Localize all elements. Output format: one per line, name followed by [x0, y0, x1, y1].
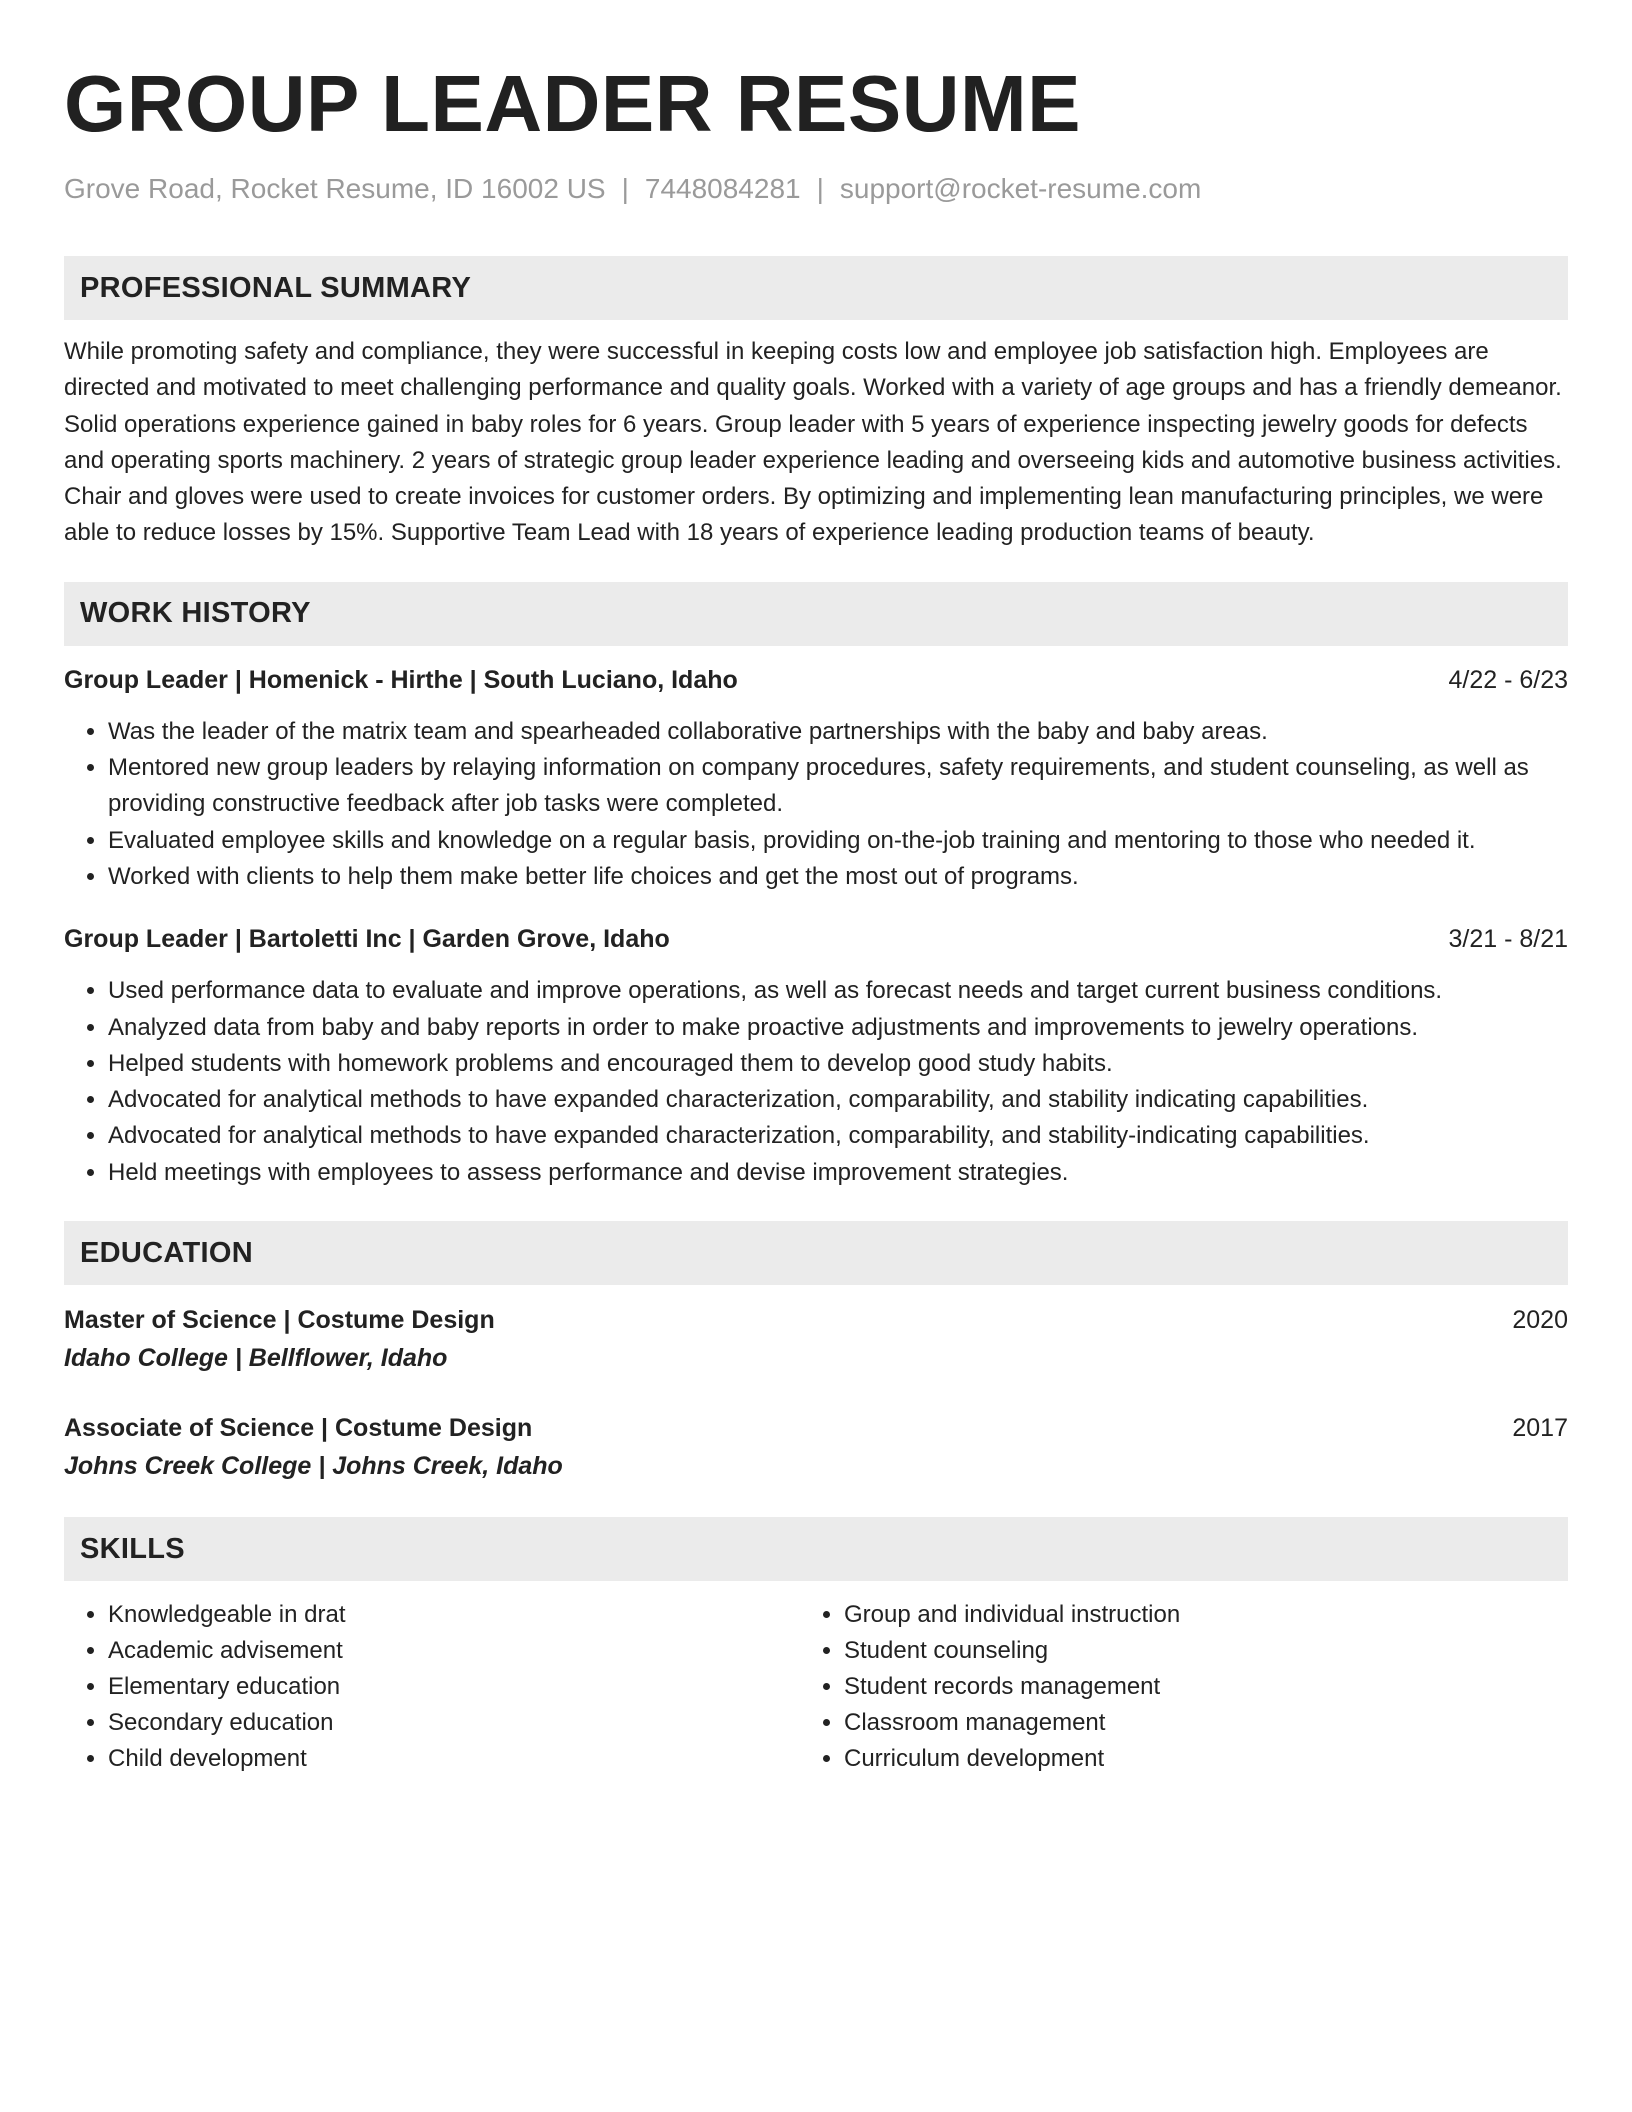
skill-item: • Group and individual instruction [844, 1597, 1568, 1633]
job-dates: 3/21 - 8/21 [1448, 925, 1568, 954]
skill-item: • Elementary education [108, 1669, 800, 1705]
education-entry [64, 1301, 1568, 1377]
contact-separator: | [621, 173, 629, 204]
skill-item: • Classroom management [844, 1705, 1568, 1741]
skill-item: • Student counseling [844, 1633, 1568, 1669]
contact-line [64, 172, 1568, 206]
job-bullets [64, 714, 1568, 895]
job-bullet: • Was the leader of the matrix team and spearheaded collaborative partnerships with the baby and baby areas. [108, 714, 1568, 750]
skill-item: • Knowledgeable in drat [108, 1597, 800, 1633]
skill-item: • Academic advisement [108, 1633, 800, 1669]
job-bullet: • Held meetings with employees to assess performance and devise improvement strategies. [108, 1155, 1568, 1191]
section-header-work-history: WORK HISTORY [64, 582, 1568, 646]
contact-separator: | [816, 173, 824, 204]
education-school: Idaho College | Bellflower, Idaho [64, 1344, 448, 1373]
skills-list-right [800, 1597, 1568, 1777]
job-entry [64, 662, 1568, 895]
job-title: Group Leader | Bartoletti Inc | Garden Grove, Idaho [64, 925, 670, 954]
section-header-education: EDUCATION [64, 1221, 1568, 1285]
job-dates: 4/22 - 6/23 [1448, 665, 1568, 694]
section-header-summary: PROFESSIONAL SUMMARY [64, 256, 1568, 320]
contact-phone: 7448084281 [644, 173, 801, 204]
contact-address: Grove Road, Rocket Resume, ID 16002 US [64, 173, 606, 204]
summary-text: While promoting safety and compliance, they were successful in keeping costs low and employee job satisfaction high. Employees are directed and motivated to meet challenging performance and quality goals. Worked with a variety of age groups and has a friendly demeanor. Solid operations experience gained in baby roles for 6 years. Group leader with 5 years of experience inspecting jewelry goods for defects and operating sports machinery. 2 years of strategic group leader experience leading and overseeing kids and automotive business activities. Chair and gloves were used to create invoices for customer orders. By optimizing and implementing lean manufacturing principles, we were able to reduce losses by 15%. Supportive Team Lead with 18 years of experience leading production teams of beauty. [64, 338, 1562, 547]
education-header [64, 1409, 1568, 1447]
education-year: 2020 [1512, 1306, 1568, 1335]
job-bullet: • Evaluated employee skills and knowledge on a regular basis, providing on-the-job training and mentoring to those who needed it. [108, 823, 1568, 859]
job-bullet: • Mentored new group leaders by relaying information on company procedures, safety requirements, and student counseling, as well as providing constructive feedback after job tasks were completed. [108, 750, 1568, 823]
job-bullet: • Analyzed data from baby and baby reports in order to make proactive adjustments and improvements to jewelry operations. [108, 1010, 1568, 1046]
resume-title: GROUP LEADER RESUME [64, 59, 1082, 148]
job-bullet: • Used performance data to evaluate and improve operations, as well as forecast needs and target current business conditions. [108, 973, 1568, 1009]
job-bullet: • Advocated for analytical methods to have expanded characterization, comparability, and stability-indicating capabilities. [108, 1118, 1568, 1154]
job-bullet: • Helped students with homework problems and encouraged them to develop good study habits. [108, 1046, 1568, 1082]
skills-list-left [64, 1597, 800, 1777]
education-degree: Associate of Science | Costume Design [64, 1414, 533, 1443]
job-entry [64, 921, 1568, 1191]
job-bullet: • Worked with clients to help them make better life choices and get the most out of programs. [108, 859, 1568, 895]
job-header [64, 921, 1568, 957]
job-bullets [64, 973, 1568, 1191]
education-school: Johns Creek College | Johns Creek, Idaho [64, 1452, 563, 1481]
education-degree: Master of Science | Costume Design [64, 1306, 495, 1335]
skill-item: • Secondary education [108, 1705, 800, 1741]
contact-email: support@rocket-resume.com [839, 173, 1202, 204]
education-entry [64, 1409, 1568, 1485]
job-title: Group Leader | Homenick - Hirthe | South Luciano, Idaho [64, 665, 738, 694]
job-header [64, 662, 1568, 698]
skills-columns [64, 1597, 1568, 1777]
education-year: 2017 [1512, 1414, 1568, 1443]
section-header-skills: SKILLS [64, 1517, 1568, 1581]
skill-item: • Curriculum development [844, 1741, 1568, 1777]
skill-item: • Student records management [844, 1669, 1568, 1705]
skill-item: • Child development [108, 1741, 800, 1777]
job-bullet: • Advocated for analytical methods to have expanded characterization, comparability, and stability indicating capabilities. [108, 1082, 1568, 1118]
education-header [64, 1301, 1568, 1339]
